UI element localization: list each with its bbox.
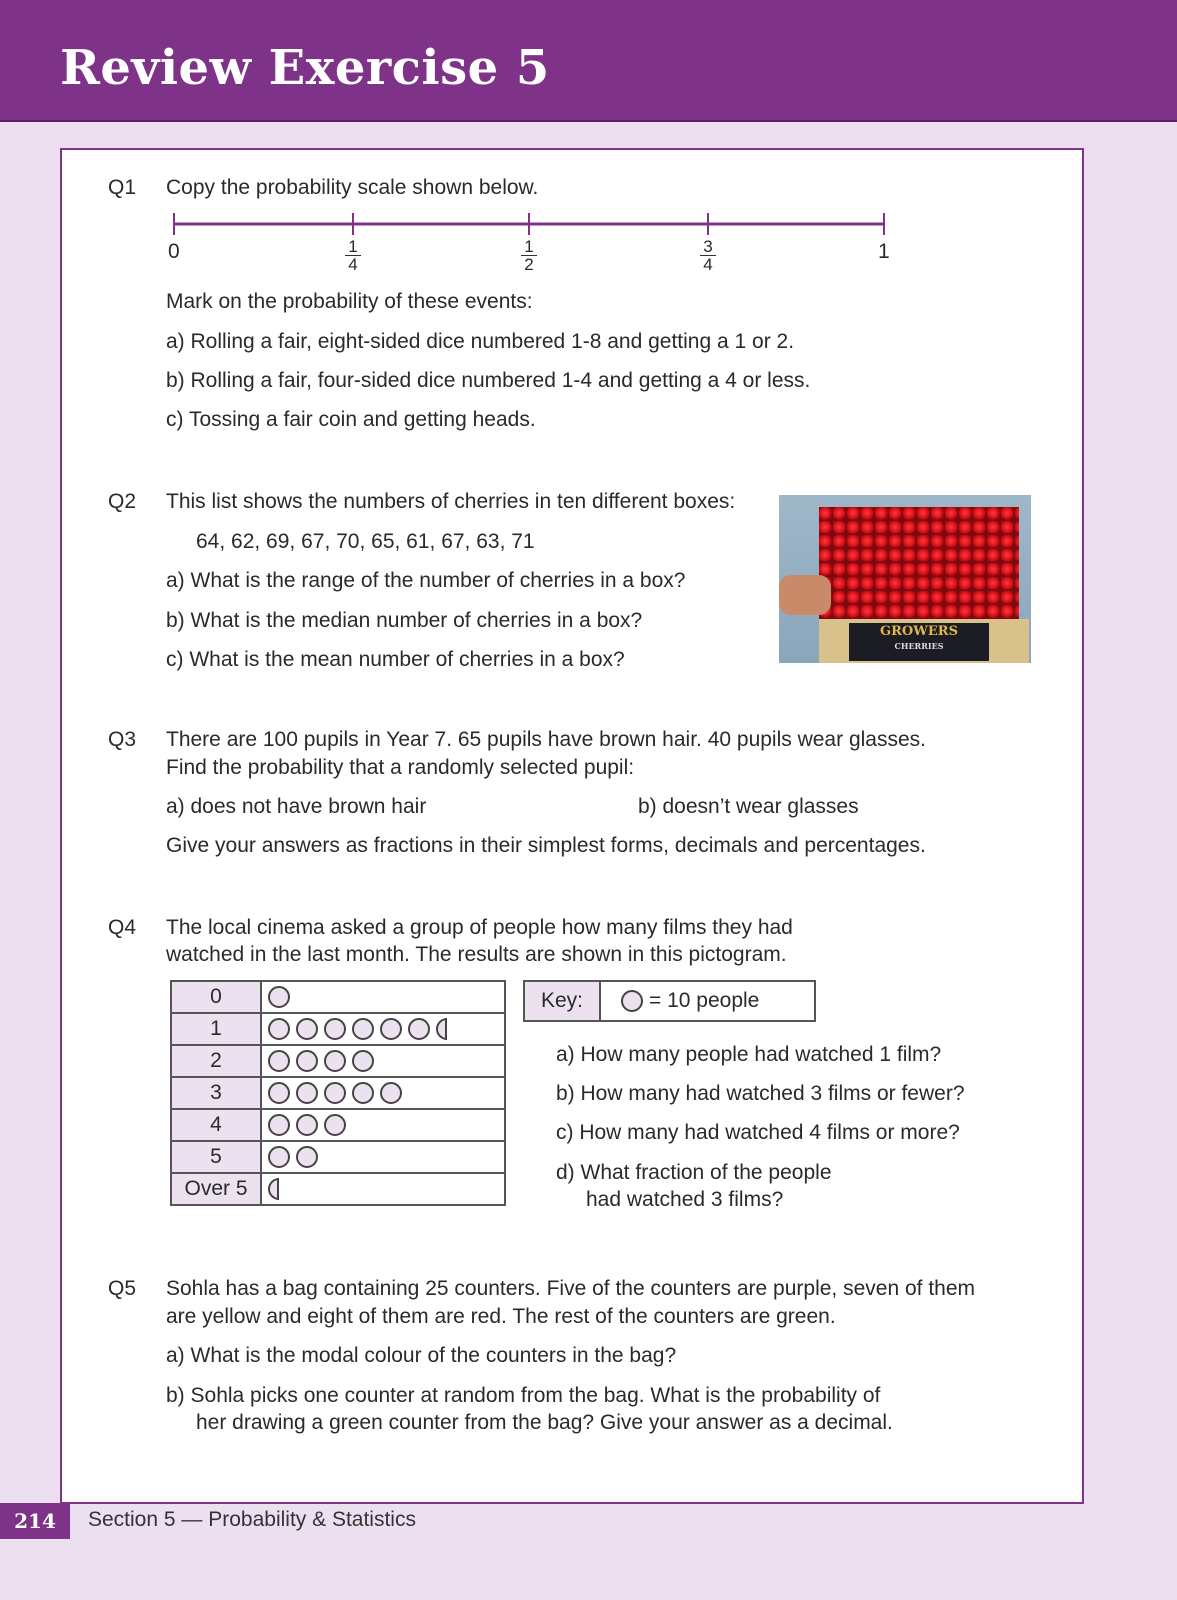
probability-scale: [166, 210, 896, 240]
pictogram-category: 3: [171, 1077, 261, 1109]
scale-label-0: 0: [168, 240, 180, 263]
circle-symbol-icon: [268, 1146, 290, 1168]
key-value: = 10 people: [649, 989, 760, 1012]
pictogram-category: 1: [171, 1013, 261, 1045]
q5-part-b-cont: her drawing a green counter from the bag? Give your answer as a decimal.: [196, 1411, 893, 1434]
pictogram-symbols: [261, 1013, 505, 1045]
pictogram-symbols: [261, 1077, 505, 1109]
q2-intro: This list shows the numbers of cherries in ten different boxes:: [166, 490, 736, 513]
key-label: Key:: [524, 981, 600, 1021]
pictogram-symbols: [261, 1109, 505, 1141]
circle-symbol-icon: [296, 1146, 318, 1168]
circle-symbol-icon: [352, 1082, 374, 1104]
pictogram-row: [171, 1013, 505, 1045]
circle-symbol-icon: [324, 1114, 346, 1136]
circle-symbol-icon: [268, 986, 290, 1008]
exercise-box: [60, 148, 1084, 1504]
q4-part-d-cont: had watched 3 films?: [586, 1188, 784, 1211]
q2-part-b: b) What is the median number of cherries in a box?: [166, 609, 643, 632]
circle-symbol-icon: [296, 1018, 318, 1040]
page-number: 214: [0, 1503, 70, 1539]
section-title: Section 5 — Probability & Statistics: [88, 1508, 416, 1531]
pictogram-row: [171, 1173, 505, 1205]
circle-symbol-icon: [296, 1082, 318, 1104]
pictogram-row: [171, 1045, 505, 1077]
pictogram-category: Over 5: [171, 1173, 261, 1205]
title-banner: [0, 0, 1177, 122]
q3-number: Q3: [108, 728, 137, 751]
pictogram-category: 0: [171, 981, 261, 1013]
circle-symbol-icon: [268, 1050, 290, 1072]
q4-number: Q4: [108, 916, 137, 939]
circle-symbol-icon: [324, 1018, 346, 1040]
circle-symbol-icon: [296, 1050, 318, 1072]
q5-line2: are yellow and eight of them are red. The rest of the counters are green.: [166, 1305, 836, 1328]
pictogram-category: 5: [171, 1141, 261, 1173]
scale-label-1: 1: [878, 240, 890, 263]
q3-part-b: b) doesn’t wear glasses: [638, 795, 859, 818]
q4-line1: The local cinema asked a group of people how many films they had: [166, 916, 793, 939]
crate-label: GROWERS CHERRIES: [849, 623, 989, 661]
q4-part-d: d) What fraction of the people: [556, 1161, 832, 1184]
q3-line1: There are 100 pupils in Year 7. 65 pupils have brown hair. 40 pupils wear glasses.: [166, 728, 926, 751]
q3-line2: Find the probability that a randomly selected pupil:: [166, 756, 635, 779]
circle-symbol-icon: [268, 1114, 290, 1136]
circle-symbol-icon: [324, 1082, 346, 1104]
q3-part-a: a) does not have brown hair: [166, 795, 427, 818]
q4-part-a: a) How many people had watched 1 film?: [556, 1043, 942, 1066]
pictogram-symbols: [261, 1141, 505, 1173]
circle-symbol-icon: [268, 1018, 290, 1040]
circle-symbol-icon: [296, 1114, 318, 1136]
q1-part-c: c) Tossing a fair coin and getting heads.: [166, 408, 536, 431]
pictogram-symbols: [261, 1045, 505, 1077]
q1-part-a: a) Rolling a fair, eight-sided dice numbered 1-8 and getting a 1 or 2.: [166, 330, 795, 353]
pictogram-symbols: [261, 981, 505, 1013]
pictogram-category: 2: [171, 1045, 261, 1077]
q5-part-b: b) Sohla picks one counter at random from the bag. What is the probability of: [166, 1384, 881, 1407]
q2-number: Q2: [108, 490, 137, 513]
pictogram-row: [171, 1077, 505, 1109]
half-circle-symbol-icon: [268, 1178, 279, 1200]
q4-part-c: c) How many had watched 4 films or more?: [556, 1121, 960, 1144]
q5-number: Q5: [108, 1277, 137, 1300]
hand-image: [779, 575, 831, 615]
q2-part-a: a) What is the range of the number of cherries in a box?: [166, 569, 686, 592]
q1-number: Q1: [108, 176, 137, 199]
scale-label-half: $\frac{1}{2}$: [521, 238, 537, 273]
pictogram-row: [171, 981, 505, 1013]
cherries-image: [819, 507, 1019, 619]
circle-symbol-icon: [352, 1050, 374, 1072]
circle-symbol-icon: [268, 1082, 290, 1104]
cherries-photo: [779, 495, 1031, 663]
scale-label-three-quarters: $\frac{3}{4}$: [700, 238, 716, 273]
q1-part-b: b) Rolling a fair, four-sided dice numbered 1-4 and getting a 4 or less.: [166, 369, 811, 392]
q2-list: 64, 62, 69, 67, 70, 65, 61, 67, 63, 71: [196, 530, 535, 553]
pictogram-symbols: [261, 1173, 505, 1205]
pictogram-key: [523, 980, 816, 1022]
q4-line2: watched in the last month. The results are shown in this pictogram.: [166, 943, 787, 966]
q4-part-b: b) How many had watched 3 films or fewer?: [556, 1082, 965, 1105]
circle-symbol-icon: [380, 1018, 402, 1040]
circle-symbol-icon: [352, 1018, 374, 1040]
scale-label-quarter: $\frac{1}{4}$: [345, 238, 361, 273]
pictogram-category: 4: [171, 1109, 261, 1141]
circle-symbol-icon: [380, 1082, 402, 1104]
q5-part-a: a) What is the modal colour of the counters in the bag?: [166, 1344, 677, 1367]
pictogram-table: [170, 980, 506, 1206]
circle-symbol-icon: [324, 1050, 346, 1072]
q2-part-c: c) What is the mean number of cherries in a box?: [166, 648, 625, 671]
page-title: Review Exercise 5: [60, 40, 550, 96]
q1-prompt: Mark on the probability of these events:: [166, 290, 533, 313]
q1-intro: Copy the probability scale shown below.: [166, 176, 539, 199]
q3-note: Give your answers as fractions in their simplest forms, decimals and percentages.: [166, 834, 926, 857]
q5-line1: Sohla has a bag containing 25 counters. Five of the counters are purple, seven of them: [166, 1277, 976, 1300]
half-circle-symbol-icon: [436, 1018, 447, 1040]
circle-symbol-icon: [621, 990, 643, 1012]
circle-symbol-icon: [408, 1018, 430, 1040]
pictogram-row: [171, 1141, 505, 1173]
pictogram-row: [171, 1109, 505, 1141]
